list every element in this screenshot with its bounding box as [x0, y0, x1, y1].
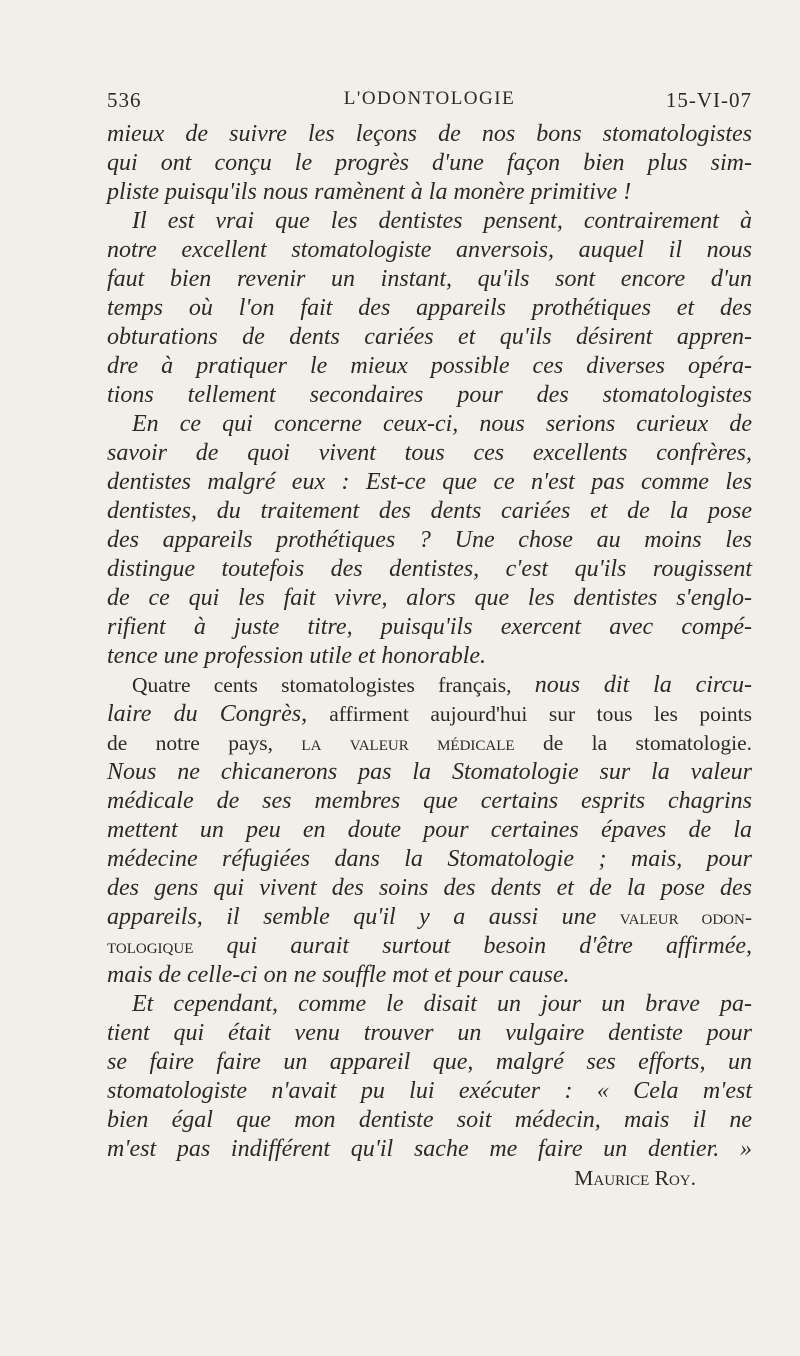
text-line: notre excellent stomatologiste anversois, auquel il nous: [107, 237, 752, 263]
text-line: des appareils prothétiques ? Une chose au moins les: [107, 527, 752, 553]
text-line: tions tellement secondaires pour des stomatologistes: [107, 382, 752, 408]
text-line: mieux de suivre les leçons de nos bons stomatologistes: [107, 121, 752, 147]
text-run: qui aurait surtout besoin d'être affirmée,: [193, 933, 752, 959]
text-line: obturations de dents cariées et qu'ils désirent appren-: [107, 324, 752, 350]
text-line: [107, 903, 752, 932]
text-line: se faire faire un appareil que, malgré ses efforts, un: [107, 1049, 752, 1075]
text-line: qui ont conçu le progrès d'une façon bien plus sim-: [107, 150, 752, 176]
running-header: [107, 88, 752, 118]
small-caps-run: valeur odon-: [619, 905, 752, 929]
text-line: dre à pratiquer le mieux possible ces diverses opéra-: [107, 353, 752, 379]
text-line: dentistes malgré eux : Est-ce que ce n'est pas comme les: [107, 469, 752, 495]
text-line: de ce qui les fait vivre, alors que les dentistes s'englo-: [107, 585, 752, 611]
text-line: médicale de ses membres que certains esprits chagrins: [107, 788, 752, 814]
text-line: En ce qui concerne ceux-ci, nous serions curieux de: [132, 411, 752, 437]
text-line: rifient à juste titre, puisqu'ils exercent avec compé-: [107, 614, 752, 640]
journal-title: L'ODONTOLOGIE: [343, 88, 516, 109]
text-line: Nous ne chicanerons pas la Stomatologie sur la valeur: [107, 759, 752, 785]
text-line: des gens qui vivent des soins des dents et de la pose des: [107, 875, 752, 901]
text-line: [107, 932, 752, 961]
small-caps-run: la valeur médicale: [301, 731, 515, 755]
text-run: de notre pays,: [107, 731, 302, 755]
text-line: mais de celle-ci on ne souffle mot et pour cause.: [107, 962, 570, 988]
page-number: 536: [107, 88, 142, 112]
text-line: mettent un peu en doute pour certaines épaves de la: [107, 817, 752, 843]
text-line: [107, 700, 752, 729]
text-run: nous dit la circu-: [534, 672, 752, 698]
text-line: faut bien revenir un instant, qu'ils sont encore d'un: [107, 266, 752, 292]
author-signature: Maurice Roy.: [574, 1166, 696, 1190]
text-line: Il est vrai que les dentistes pensent, contrairement à: [132, 208, 752, 234]
text-run: appareils, il semble qu'il y a aussi une: [107, 904, 620, 930]
text-line: m'est pas indifférent qu'il sache me faire un dentier. »: [107, 1136, 752, 1162]
text-run: de la stomatologie.: [514, 731, 752, 755]
text-line: stomatologiste n'avait pu lui exécuter : « Cela m'est: [107, 1078, 752, 1104]
text-line: distingue toutefois des dentistes, c'est qu'ils rougissent: [107, 556, 752, 582]
text-run: laire du Congrès,: [107, 701, 330, 727]
text-line: pliste puisqu'ils nous ramènent à la monère primitive !: [107, 179, 632, 205]
text-line: savoir de quoi vivent tous ces excellents confrères,: [107, 440, 752, 466]
text-line: tient qui était venu trouver un vulgaire dentiste pour: [107, 1020, 752, 1046]
text-run: affirment aujourd'hui sur tous les points: [329, 702, 752, 726]
text-line: dentistes, du traitement des dents cariées et de la pose: [107, 498, 752, 524]
text-line: [107, 729, 752, 758]
text-run: Quatre cents stomatologistes français,: [132, 673, 535, 697]
text-line: médecine réfugiées dans la Stomatologie ; mais, pour: [107, 846, 752, 872]
issue-date: 15-VI-07: [665, 88, 752, 112]
text-line: tence une profession utile et honorable.: [107, 643, 487, 669]
text-line: temps où l'on fait des appareils prothétiques et des: [107, 295, 752, 321]
text-line: [107, 671, 752, 700]
text-line: bien égal que mon dentiste soit médecin, mais il ne: [107, 1107, 752, 1133]
article-body: [107, 120, 752, 1193]
text-line: Et cependant, comme le disait un jour un brave pa-: [132, 991, 752, 1017]
small-caps-run: tologique: [107, 934, 194, 958]
